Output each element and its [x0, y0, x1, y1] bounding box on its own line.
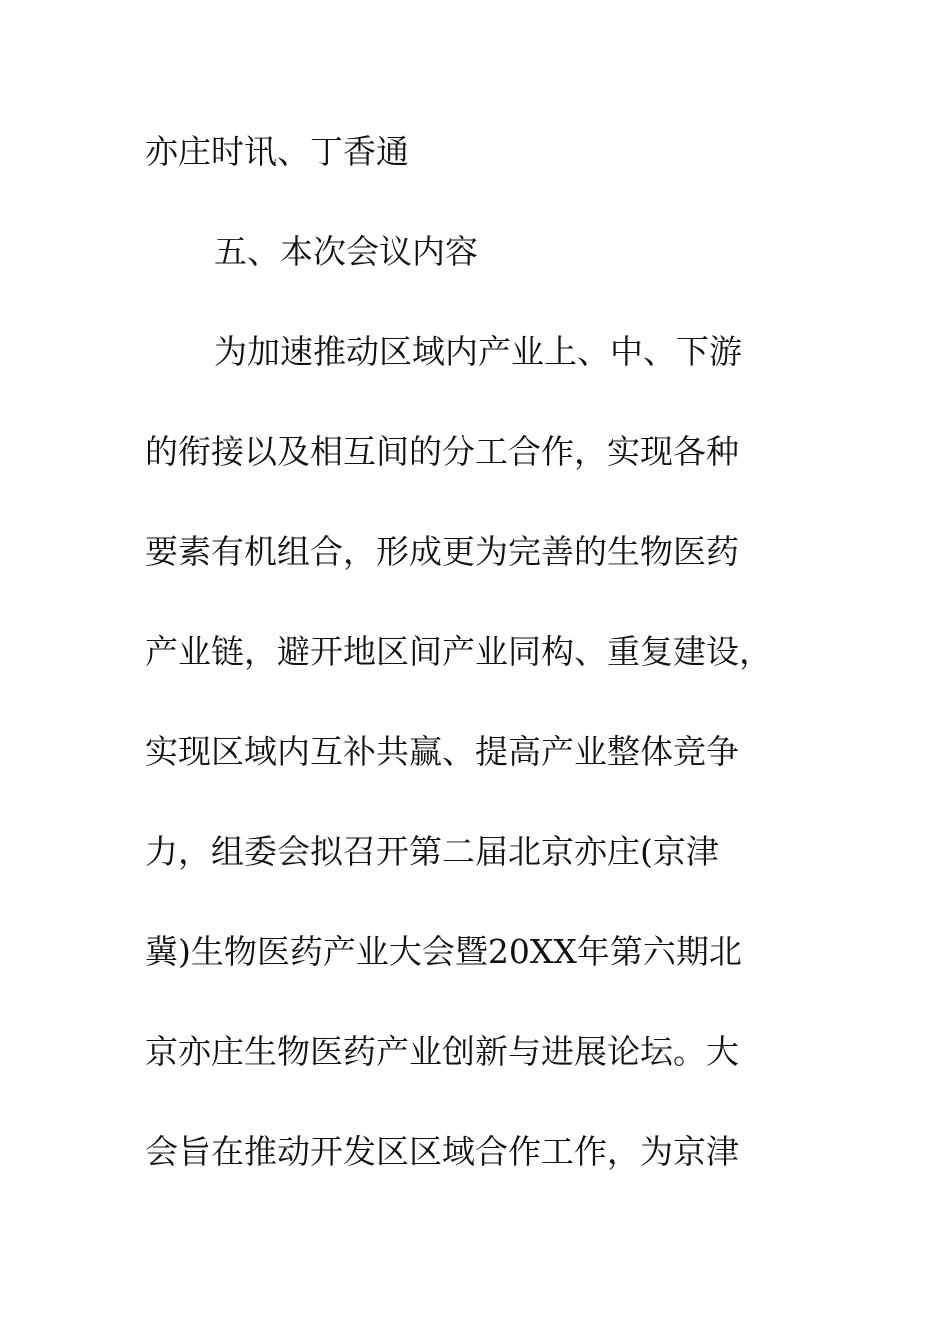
section-heading: 五、本次会议内容 — [214, 232, 478, 271]
text-line: 会旨在推动开发区区域合作工作，为京津 — [145, 1132, 739, 1171]
text-line: 要素有机组合，形成更为完善的生物医药 — [145, 532, 739, 571]
text-line: 实现区域内互补共赢、提高产业整体竞争 — [145, 732, 739, 771]
text-line: 力，组委会拟召开第二届北京亦庄(京津 — [145, 832, 719, 871]
text-line: 京亦庄生物医药产业创新与进展论坛。大 — [145, 1032, 739, 1071]
text-line: 的衔接以及相互间的分工合作，实现各种 — [145, 432, 739, 471]
text-line: 亦庄时讯、丁香通 — [145, 132, 409, 171]
text-line: 冀)生物医药产业大会暨20XX年第六期北 — [145, 932, 742, 971]
text-line: 产业链，避开地区间产业同构、重复建设， — [145, 632, 772, 671]
text-line: 为加速推动区域内产业上、中、下游 — [214, 332, 742, 371]
